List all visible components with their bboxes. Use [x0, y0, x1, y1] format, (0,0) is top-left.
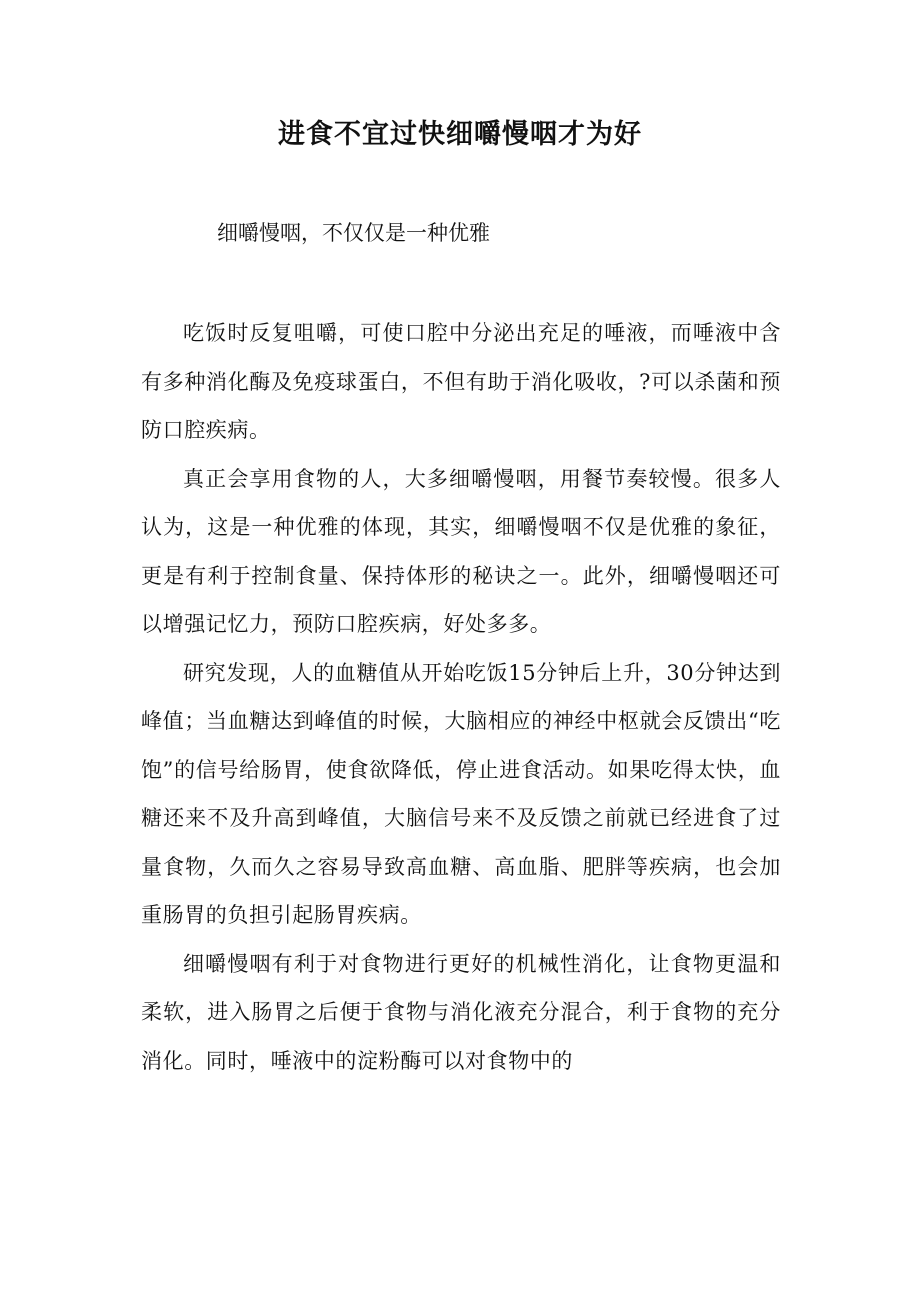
paragraph-digestion: 细嚼慢咽有利于对食物进行更好的机械性消化，让食物更温和柔软，进入肠胃之后便于食物与消化液充分混合，利于食物的充分消化。同时，唾液中的淀粉酶可以对食物中的 — [141, 951, 781, 1073]
page-title: 进食不宜过快细嚼慢咽才为好 — [278, 119, 642, 150]
paragraph-blood-sugar: 研究发现，人的血糖值从开始吃饭15分钟后上升，30分钟达到峰值；当血糖达到峰值的时候，大脑相应的神经中枢就会反馈出“吃饱”的信号给肠胃，使食欲降低，停止进食活动。如果吃得太快，血糖还来不及升高到峰值，大脑信号来不及反馈之前就已经进食了过量食物，久而久之容易导致高血糖、高血脂、肥胖等疾病，也会加重肠胃的负担引起肠胃疾病。 — [141, 660, 781, 927]
paragraph-saliva: 吃饭时反复咀嚼，可使口腔中分泌出充足的唾液，而唾液中含有多种消化酶及免疫球蛋白，不但有助于消化吸收，?可以杀菌和预防口腔疾病。 — [141, 321, 781, 442]
paragraph-elegance: 真正会享用食物的人，大多细嚼慢咽，用餐节奏较慢。很多人认为，这是一种优雅的体现，其实，细嚼慢咽不仅是优雅的象征，更是有利于控制食量、保持体形的秘诀之一。此外，细嚼慢咽还可以增强记忆力，预防口腔疾病，好处多多。 — [141, 466, 781, 636]
subtitle: 细嚼慢咽，不仅仅是一种优雅 — [217, 221, 490, 245]
article-body — [141, 309, 781, 1085]
